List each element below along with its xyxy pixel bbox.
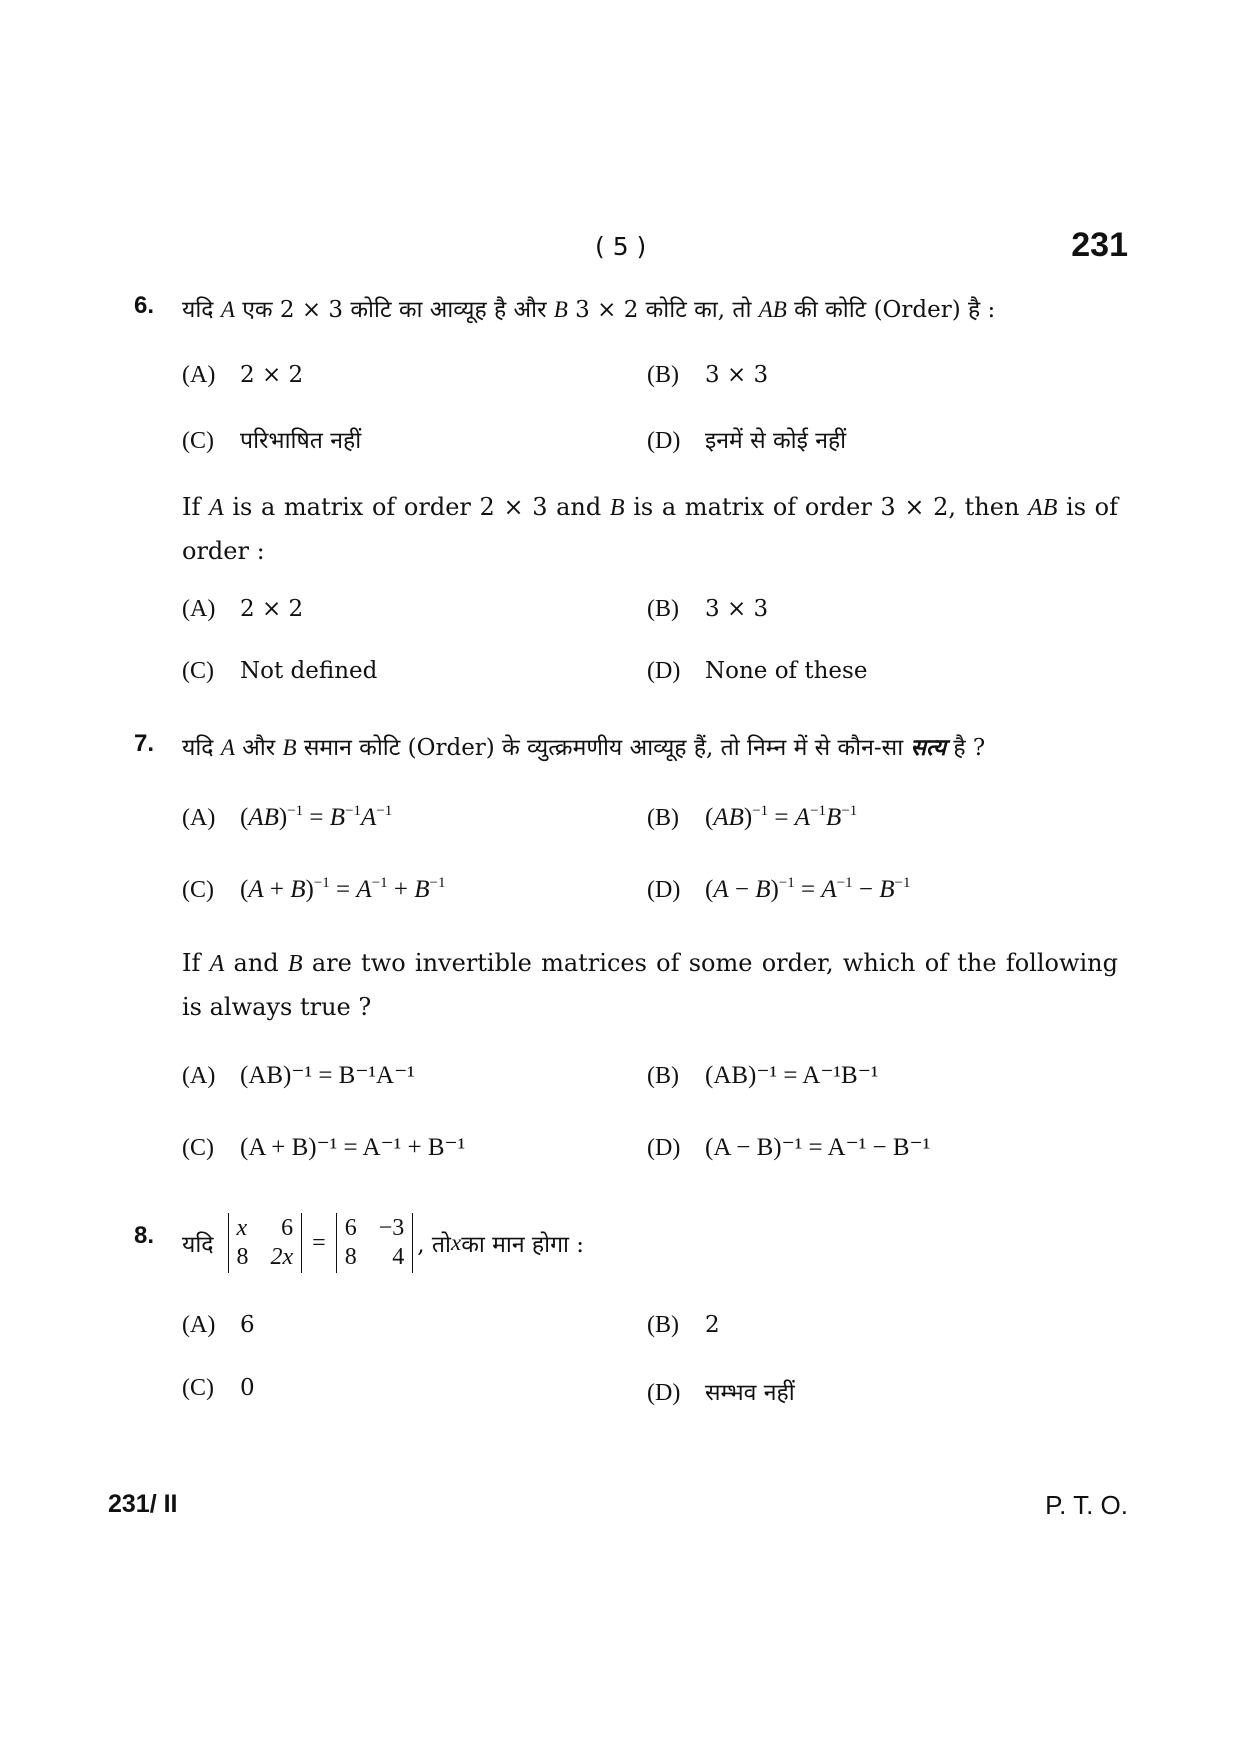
equals-sign: = xyxy=(312,1229,326,1256)
option-text: (A + B)⁻¹ = A⁻¹ + B⁻¹ xyxy=(240,1134,466,1161)
q7-hi-emphasis: सत्य xyxy=(910,735,947,760)
q6-en-var-ab: AB xyxy=(1028,495,1058,521)
q6-hi-option-d xyxy=(647,423,846,455)
option-text: Not defined xyxy=(240,658,378,684)
determinant-right xyxy=(336,1213,414,1273)
q6-hi-part3: 3 × 2 कोटि का, तो xyxy=(567,297,759,323)
q6-hi-part2: एक 2 × 3 कोटि का आव्यूह है और xyxy=(234,297,554,323)
option-text: (AB)⁻¹ = A⁻¹B⁻¹ xyxy=(705,1062,879,1089)
q7-en-part2: and xyxy=(224,949,288,977)
option-label: (C) xyxy=(182,428,214,454)
q7-hi-part4: है ? xyxy=(946,735,986,761)
option-text: परिभाषित नहीं xyxy=(240,428,362,454)
option-text: 2 × 2 xyxy=(240,596,304,622)
please-turn-over: P. T. O. xyxy=(1045,1490,1128,1520)
question-6-english xyxy=(182,486,1118,573)
q6-hi-var-ab: AB xyxy=(758,297,787,322)
option-label: (A) xyxy=(182,362,216,388)
option-label: (B) xyxy=(647,362,679,388)
q6-en-option-a xyxy=(182,596,303,623)
q7-hi-part1: यदि xyxy=(182,735,221,761)
q7-en-var-b: B xyxy=(287,951,303,977)
paper-code-header: 231 xyxy=(1071,226,1128,264)
option-text: 2 xyxy=(705,1312,720,1338)
q7-en-option-a xyxy=(182,1060,415,1090)
det-cell: 6 xyxy=(281,1215,294,1241)
page-number: ( 5 ) xyxy=(595,232,647,261)
q7-en-var-a: A xyxy=(209,951,225,977)
q6-hi-var-a: A xyxy=(220,297,235,322)
q7-hi-option-a: (A) $(AB)^{-1} = B^{-1}A^{-1}$ xyxy=(182,803,393,831)
option-text: None of these xyxy=(705,658,868,684)
option-label: (C) xyxy=(182,658,214,684)
q7-hi-option-c: (C) $(A + B)^{-1} = A^{-1} + B^{-1}$ xyxy=(182,875,446,903)
option-text: 2 × 2 xyxy=(240,362,304,388)
q8-part2: , तो xyxy=(417,1232,451,1258)
q7-hi-option-b: (B) $(AB)^{-1} = A^{-1}B^{-1}$ xyxy=(647,803,858,831)
q7-hi-part3: समान कोटि (Order) के व्युत्क्रमणीय आव्यूह हैं, तो निम्न में से कौन-सा xyxy=(296,735,911,761)
option-label: (A) xyxy=(182,596,216,622)
option-text: 3 × 3 xyxy=(705,362,769,388)
q6-en-option-d xyxy=(647,658,867,685)
option-label: (D) xyxy=(647,658,681,684)
q6-en-var-a: A xyxy=(209,495,224,521)
q6-en-var-b: B xyxy=(609,495,625,521)
option-label: (C) xyxy=(182,1135,214,1161)
option-label: (B) xyxy=(647,596,679,622)
det-cell: 4 xyxy=(392,1244,405,1270)
option-label: (D) xyxy=(647,1380,681,1406)
q7-en-option-d xyxy=(647,1132,930,1162)
q7-hi-var-b: B xyxy=(282,735,297,760)
question-number-6: 6. xyxy=(134,292,155,319)
option-text: (A − B)⁻¹ = A⁻¹ − B⁻¹ xyxy=(705,1134,931,1161)
q8-part1: यदि xyxy=(182,1232,214,1258)
q8-option-c xyxy=(182,1375,255,1402)
det-cell: 6 xyxy=(344,1215,357,1241)
q6-en-part1: If xyxy=(182,493,210,521)
q8-option-b xyxy=(647,1312,720,1339)
option-label: (B) xyxy=(647,1312,679,1338)
det-cell: 8 xyxy=(344,1244,357,1270)
q6-en-part4: is of order : xyxy=(182,493,1118,565)
determinant-left xyxy=(228,1213,303,1273)
q7-en-part3: are two invertible matrices of some order, which of the following is always true ? xyxy=(182,949,1119,1021)
q6-en-option-b xyxy=(647,596,768,623)
question-number-7: 7. xyxy=(134,730,155,757)
question-8-hindi xyxy=(182,1208,584,1278)
q6-hi-var-b: B xyxy=(553,297,568,322)
option-label: (D) xyxy=(647,1135,681,1161)
det-cell: 2x xyxy=(270,1244,294,1270)
q6-hi-part4: की कोटि (Order) है : xyxy=(786,297,996,323)
option-label: (D) xyxy=(647,428,681,454)
option-label: (C) xyxy=(182,1375,214,1401)
option-text: (AB)⁻¹ = B⁻¹A⁻¹ xyxy=(240,1062,415,1089)
option-label: (B) xyxy=(647,1063,679,1089)
q8-option-d xyxy=(647,1375,795,1407)
option-label: (A) xyxy=(182,1312,216,1338)
q6-hi-option-c xyxy=(182,423,361,455)
q6-hi-option-b xyxy=(647,362,768,389)
q7-hi-var-a: A xyxy=(220,735,235,760)
paper-code-footer: 231/ II xyxy=(108,1490,178,1518)
q6-en-part2: is a matrix of order 2 × 3 and xyxy=(223,493,610,521)
option-text: 3 × 3 xyxy=(705,596,769,622)
option-text: इनमें से कोई नहीं xyxy=(705,428,847,454)
q8-option-a xyxy=(182,1312,255,1339)
q7-en-option-b xyxy=(647,1060,878,1090)
option-text: 6 xyxy=(240,1312,255,1338)
q6-en-part3: is a matrix of order 3 × 2, then xyxy=(624,493,1029,521)
q6-hi-part1: यदि xyxy=(182,297,221,323)
option-label: (A) xyxy=(182,1063,216,1089)
option-text: 0 xyxy=(240,1375,255,1401)
q7-hi-option-d: (D) $(A - B)^{-1} = A^{-1} - B^{-1}$ xyxy=(647,875,911,903)
q7-en-part1: If xyxy=(182,949,210,977)
question-7-english xyxy=(182,942,1118,1029)
q7-en-option-c xyxy=(182,1132,465,1162)
q7-hi-part2: और xyxy=(234,735,283,761)
q6-hi-option-a xyxy=(182,362,303,389)
q8-part3: का मान होगा : xyxy=(461,1232,585,1258)
q6-en-option-c xyxy=(182,658,377,685)
option-text: सम्भव नहीं xyxy=(705,1380,795,1406)
det-cell: 8 xyxy=(236,1244,249,1270)
q8-var-x: x xyxy=(450,1230,462,1255)
question-number-8: 8. xyxy=(134,1222,155,1249)
question-6-hindi xyxy=(182,292,995,324)
question-7-hindi xyxy=(182,730,985,762)
det-cell: −3 xyxy=(378,1215,405,1241)
det-cell: x xyxy=(236,1215,248,1241)
